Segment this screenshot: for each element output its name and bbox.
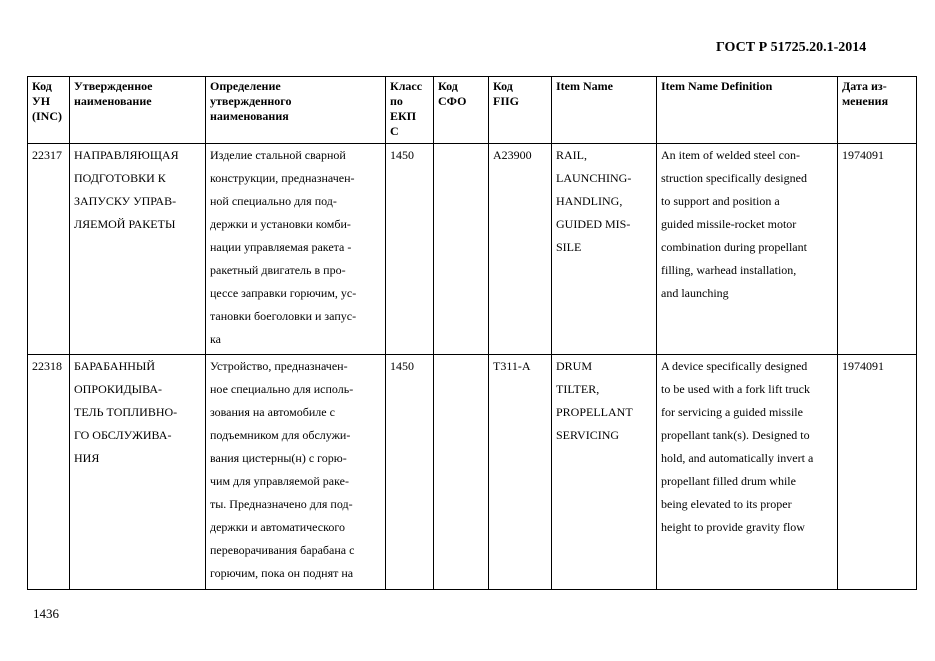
table-header-row (28, 77, 917, 144)
cell-fiig: T311-A (489, 355, 552, 590)
header-class: Класс по ЕКП С (386, 77, 434, 144)
cell-definition: Изделие стальной сварной конструкции, предназначен- ной специально для под- держки и установки комби- нации управляемая ракета - ракетный двигатель в про- цессе заправки горючим, ус- тановки боеголовки и запус- ка (206, 144, 386, 355)
header-item-name: Item Name (552, 77, 657, 144)
cell-date: 1974091 (838, 144, 917, 355)
cell-definition: Устройство, предназначен- ное специально для исполь- зования на автомобиле с подъемником для обслужи- вания цистерны(н) с горю- чим для управляемой раке- ты. Предназначено для под- держки и автоматического переворачивания барабана с горючим, пока он поднят на (206, 355, 386, 590)
header-date: Дата из- менения (838, 77, 917, 144)
cell-inc: 22317 (28, 144, 70, 355)
cell-class: 1450 (386, 144, 434, 355)
header-inc: Код УН (INC) (28, 77, 70, 144)
catalog-table (27, 76, 917, 590)
header-approved-name: Утвержденное наименование (70, 77, 206, 144)
cell-approved-name: НАПРАВЛЯЮЩАЯ ПОДГОТОВКИ К ЗАПУСКУ УПРАВ- ЛЯЕМОЙ РАКЕТЫ (70, 144, 206, 355)
cell-item-name: DRUM TILTER, PROPELLANT SERVICING (552, 355, 657, 590)
cell-sfo (434, 144, 489, 355)
header-item-definition: Item Name Definition (657, 77, 838, 144)
cell-sfo (434, 355, 489, 590)
header-sfo: Код СФО (434, 77, 489, 144)
cell-item-definition: An item of welded steel con- struction specifically designed to support and position a guided missile-rocket motor combination during propellant filling, warhead installation, and launching (657, 144, 838, 355)
cell-date: 1974091 (838, 355, 917, 590)
cell-class: 1450 (386, 355, 434, 590)
cell-item-name: RAIL, LAUNCHING- HANDLING, GUIDED MIS- SILE (552, 144, 657, 355)
header-fiig: Код FIIG (489, 77, 552, 144)
cell-item-definition: A device specifically designed to be used with a fork lift truck for servicing a guided missile propellant tank(s). Designed to hold, and automatically invert a propellant filled drum while being elevated to its proper height to provide gravity flow (657, 355, 838, 590)
cell-inc: 22318 (28, 355, 70, 590)
table-row (28, 144, 917, 355)
cell-approved-name: БАРАБАННЫЙ ОПРОКИДЫВА- ТЕЛЬ ТОПЛИВНО- ГО ОБСЛУЖИВА- НИЯ (70, 355, 206, 590)
page-number: 1436 (33, 606, 59, 621)
cell-fiig: A23900 (489, 144, 552, 355)
header-definition: Определение утвержденного наименования (206, 77, 386, 144)
table-row (28, 355, 917, 590)
document-standard-header: ГОСТ Р 51725.20.1-2014 (716, 40, 867, 55)
